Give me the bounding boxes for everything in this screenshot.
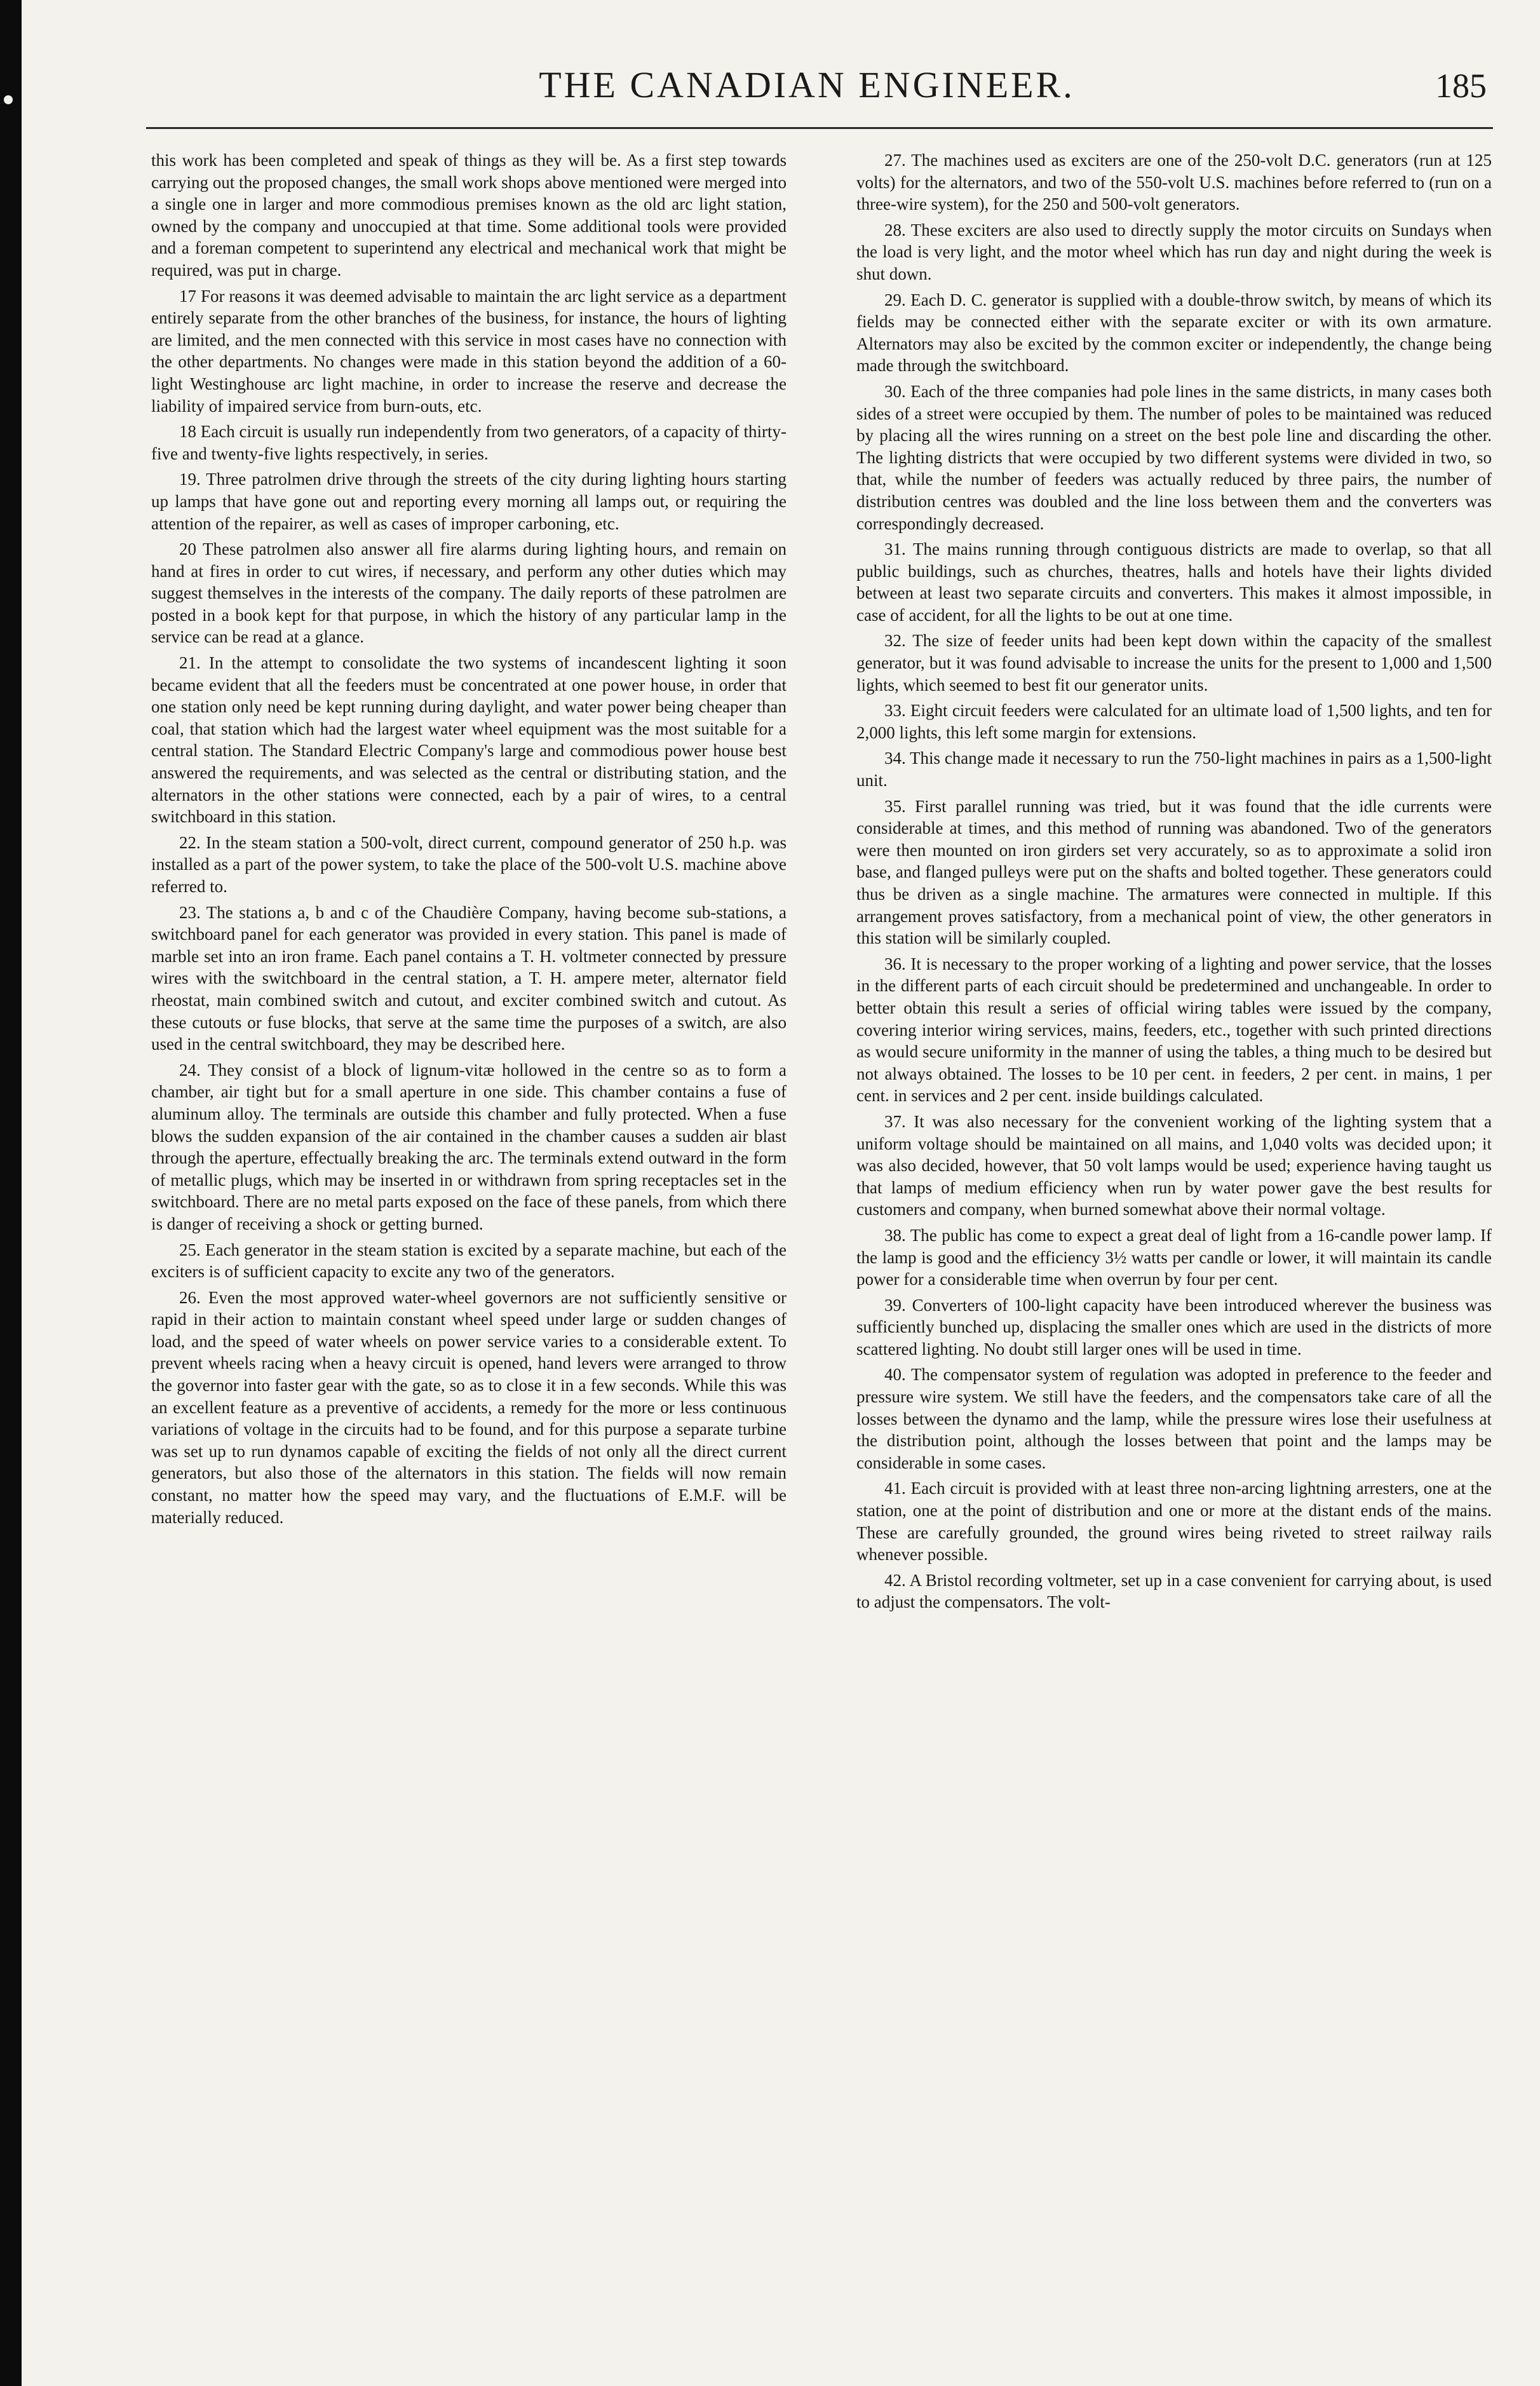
paragraph: 41. Each circuit is provided with at least three non-arcing lightning arresters, one at the station, one at the point of distribution and one or more at the distant ends of the mains. These are carefully grounded, the ground wires being riveted to street railway rails whenever possible. <box>856 1479 1492 1564</box>
paragraph: 33. Eight circuit feeders were calculated for an ultimate load of 1,500 lights, and ten for 2,000 lights, this left some margin for extensions. <box>856 701 1492 742</box>
paragraph: 24. They consist of a block of lignum-vitæ hollowed in the centre so as to form a chamber, air tight but for a small aperture in one side. This chamber contains a fuse of aluminum alloy. The terminals are outside this chamber and fully protected. When a fuse blows the sudden expansion of the air contained in the chamber causes a sudden air blast through the aperture, effectually breaking the arc. The terminals extend outward in the form of metallic plugs, which may be inserted in or withdrawn from spring receptacles set in the switchboard. There are no metal parts exposed on the face of these panels, from which there is danger of receiving a shock or getting burned. <box>151 1060 787 1233</box>
paragraph: 20 These patrolmen also answer all fire alarms during lighting hours, and remain on hand at fires in order to cut wires, if necessary, and perform any other duties which may suggest themselves in the interests of the company. The daily reports of these patrolmen are posted in a book kept for that purpose, in which the history of any particular lamp in the service can be read at a glance. <box>151 539 787 647</box>
paragraph: 19. Three patrolmen drive through the streets of the city during lighting hours starting up lamps that have gone out and reporting every morning all lamps out, or requiring the attention of the repairer, as well as cases of improper carboning, etc. <box>151 470 787 533</box>
binding-hole-mark <box>4 95 13 104</box>
paragraph: 42. A Bristol recording voltmeter, set up in a case convenient for carrying about, is used to adjust the compensators. The volt- <box>856 1570 1492 1612</box>
paragraph: 39. Converters of 100-light capacity have been introduced wherever the business was sufficiently bunched up, displacing the smaller ones which are used in the districts of more scattered lighting. No doubt still larger ones will be used in time. <box>856 1295 1492 1359</box>
paragraph: 32. The size of feeder units had been kept down within the capacity of the smallest generator, but it was found advisable to increase the units for the present to 1,000 and 1,500 lights, which seemed to best fit our generator units. <box>856 631 1492 695</box>
right-column <box>856 149 1492 1617</box>
page-header <box>114 64 1499 114</box>
paragraph: 23. The stations a, b and c of the Chaudière Company, having become sub-stations, a switchboard panel for each generator was provided in every station. This panel is made of marble set into an iron frame. Each panel contains a T. H. voltmeter connected by pressure wires with the switchboard in the central station, a T. H. ampere meter, alternator field rheostat, main combined switch and cutout, and exciter combined switch and cutout. As these cutouts or fuse blocks, that serve at the same time the purposes of a switch, are also used in the central switchboard, they may be described here. <box>151 902 787 1054</box>
paragraph: 37. It was also necessary for the convenient working of the lighting system that a uniform voltage should be maintained on all mains, and 1,040 volts was decided upon; it was also decided, however, that 50 volt lamps would be used; experience having taught us that lamps of medium efficiency when run by water power gave the best results for customers and company, when burned somewhat above their normal voltage. <box>856 1111 1492 1219</box>
header-rule <box>146 127 1493 129</box>
paragraph: 30. Each of the three companies had pole lines in the same districts, in many cases both sides of a street were occupied by them. The number of poles to be maintained was reduced by placing all the wires running on a street on the best pole line and discarding the other. The lighting districts that were occupied by two different systems were divided in two, so that, while the number of feeders was actually reduced by three pairs, the number of distribution centres was doubled and the line loss between them and the converters was correspondingly decreased. <box>856 381 1492 533</box>
paragraph: 25. Each generator in the steam station is excited by a separate machine, but each of the exciters is of sufficient capacity to excite any two of the generators. <box>151 1240 787 1282</box>
paragraph: 28. These exciters are also used to directly supply the motor circuits on Sundays when the load is very light, and the motor wheel which has run day and night during the week is shut down. <box>856 220 1492 283</box>
paragraph: 22. In the steam station a 500-volt, direct current, compound generator of 250 h.p. was installed as a part of the power system, to take the place of the 500-volt U.S. machine above referred to. <box>151 832 787 896</box>
paragraph: 27. The machines used as exciters are one of the 250-volt D.C. generators (run at 125 volts) for the alternators, and two of the 550-volt U.S. machines before referred to (run on a three-wire system), for the 250 and 500-volt generators. <box>856 151 1492 214</box>
paragraph: 31. The mains running through contiguous districts are made to overlap, so that all public buildings, such as churches, theatres, halls and hotels have their lights divided between at least two separate circuits and converters. This makes it almost impossible, in case of accident, for all the lights to be out at one time. <box>856 539 1492 625</box>
paragraph: 26. Even the most approved water-wheel governors are not sufficiently sensitive or rapid in their action to maintain constant wheel speed under large or sudden changes of load, and the speed of water wheels on power service varies to a considerable extent. To prevent wheels racing when a heavy circuit is opened, hand levers were arranged to throw the governor into faster gear with the gate, so as to close it in a few seconds. While this was an excellent feature as a preventive of accidents, a remedy for the more or less continuous variations of voltage in the circuits had to be found, and for this purpose a separate turbine was set up to run dynamos capable of exciting the fields of not only all the direct current generators, but also those of the alternators in this station. The fields will now remain constant, no matter how the speed may vary, and the fluctuations of E.M.F. will be materially reduced. <box>151 1287 787 1527</box>
paragraph: 34. This change made it necessary to run the 750-light machines in pairs as a 1,500-light unit. <box>856 749 1492 790</box>
page-title: THE CANADIAN ENGINEER. <box>539 64 1075 105</box>
paragraph: 38. The public has come to expect a great deal of light from a 16-candle power lamp. If the lamp is good and the efficiency 3½ watts per candle or lower, it will maintain its candle power for a considerable time when overrun by four per cent. <box>856 1225 1492 1289</box>
scan-edge <box>0 0 22 2386</box>
paragraph: 18 Each circuit is usually run independently from two generators, of a capacity of thirty-five and twenty-five lights respectively, in series. <box>151 422 787 463</box>
paragraph: 35. First parallel running was tried, but it was found that the idle currents were considerable at times, and this method of running was abandoned. Two of the generators were then mounted on iron girders set very accurately, so as to approximate a solid iron base, and flanged pulleys were put on the shafts and bolted together. These generators could thus be driven as a single machine. The armatures were connected in multiple. If this arrangement proves satisfactory, from a mechanical point of view, the other generators in this station will be similarly coupled. <box>856 796 1492 948</box>
paragraph: 36. It is necessary to the proper working of a lighting and power service, that the losses in the different parts of each circuit should be predetermined and unchangeable. In order to better obtain this result a series of official wiring tables were issued by the company, covering interior wiring services, mains, feeders, etc., together with such printed directions as would secure uniformity in the manner of using the tables, a thing much to be desired but not always obtained. The losses to be 10 per cent. in feeders, 2 per cent. in mains, 1 per cent. in services and 2 per cent. inside buildings calculated. <box>856 954 1492 1106</box>
left-column <box>151 149 787 1532</box>
paragraph: this work has been completed and speak of things as they will be. As a first step towards carrying out the proposed changes, the small work shops above mentioned were merged into a single one in larger and more commodious premises known as the old arc light station, owned by the company and unoccupied at that time. Some additional tools were provided and a foreman competent to superintend any electrical and mechanical work that might be required, was put in charge. <box>151 151 787 280</box>
paragraph: 21. In the attempt to consolidate the two systems of incandescent lighting it soon became evident that all the feeders must be concentrated at one power house, in order that one station only need be kept running during daylight, and water power being cheaper than coal, that station which had the largest water wheel equipment was the most suitable for a central station. The Standard Electric Company's large and commodious power house best answered the requirements, and was selected as the central or distributing station, and the alternators in the other stations were connected, each by a pair of wires, to a central switchboard in this station. <box>151 653 787 827</box>
paragraph: 40. The compensator system of regulation was adopted in preference to the feeder and pressure wire system. We still have the feeders, and the compensators take care of all the losses between the dynamo and the lamp, while the pressure wires lose their usefulness at the distribution point, although the losses between that point and the lamps may be considerable in some cases. <box>856 1365 1492 1472</box>
paragraph: 17 For reasons it was deemed advisable to maintain the arc light service as a department entirely separate from the other branches of the business, for instance, the hours of lighting are limited, and the men connected with this service in most cases have no connection with the other departments. No changes were made in this station beyond the addition of a 60-light Westinghouse arc light machine, in order to increase the reserve and decrease the liability of impaired service from burn-outs, etc. <box>151 286 787 416</box>
paragraph: 29. Each D. C. generator is supplied with a double-throw switch, by means of which its fields may be connected either with the separate exciter or with its own armature. Alternators may also be excited by the common exciter or independently, the change being made through the switchboard. <box>856 290 1492 376</box>
page-number: 185 <box>1435 67 1487 105</box>
